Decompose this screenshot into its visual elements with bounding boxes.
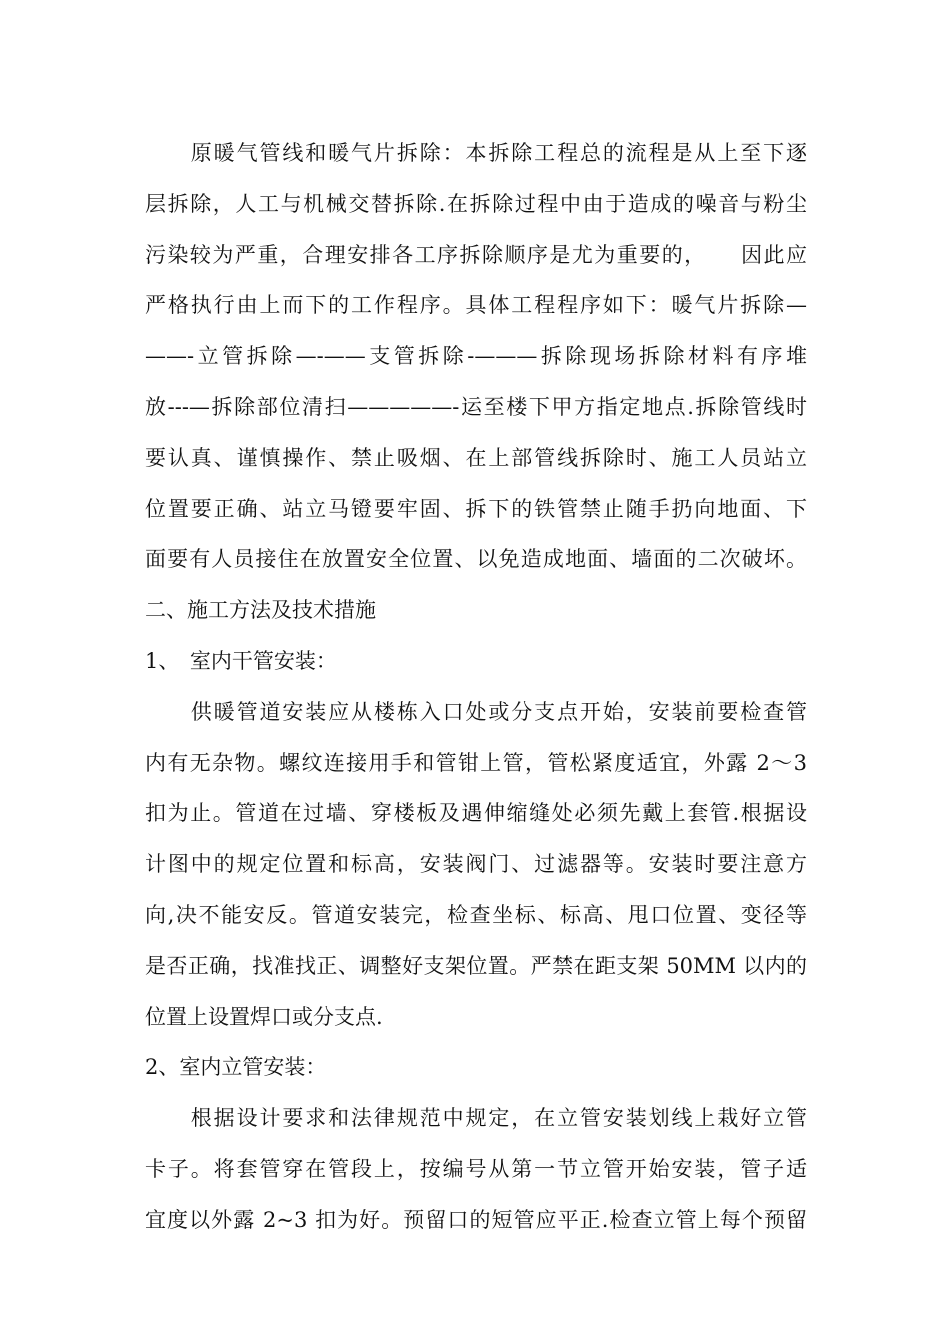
text-line: 原暖气管线和暖气片拆除：本拆除工程总的流程是从上至下逐	[145, 141, 807, 165]
text-line: 污染较为严重，合理安排各工序拆除顺序是尤为重要的， 因此应	[145, 242, 807, 267]
text-line: 放---—拆除部位清扫—————-运至楼下甲方指定地点.拆除管线时	[145, 394, 807, 419]
subsection-heading: 2、室内立管安装：	[145, 1055, 327, 1080]
text-line: 内有无杂物。螺纹连接用手和管钳上管，管松紧度适宜，外露 2～3	[145, 750, 807, 775]
document-page	[145, 128, 807, 1246]
text-line: 根据设计要求和法律规范中规定，在立管安装划线上栽好立管	[145, 1106, 807, 1131]
section-heading: 二、施工方法及技术措施	[145, 598, 376, 623]
text-line: 严格执行由上而下的工作程序。具体工程程序如下：暖气片拆除—	[145, 293, 807, 318]
text-line: 位置上设置焊口或分支点.	[145, 1004, 383, 1029]
subsection-heading: 1、 室内干管安装：	[145, 648, 337, 673]
text-line: ——-立管拆除—-——支管拆除-———拆除现场拆除材料有序堆	[145, 344, 807, 369]
text-line: 位置要正确、站立马镫要牢固、拆下的铁管禁止随手扔向地面、下	[145, 496, 807, 521]
text-line: 宜度以外露 2~3 扣为好。预留口的短管应平正.检查立管上每个预留	[145, 1207, 807, 1232]
text-line: 层拆除，人工与机械交替拆除.在拆除过程中由于造成的噪音与粉尘	[145, 191, 807, 216]
text-line: 计图中的规定位置和标高，安装阀门、过滤器等。安装时要注意方	[145, 852, 807, 877]
text-line: 卡子。将套管穿在管段上，按编号从第一节立管开始安装，管子适	[145, 1156, 807, 1181]
text-line: 向,决不能安反。管道安装完，检查坐标、标高、甩口位置、变径等	[145, 902, 807, 927]
text-line: 是否正确，找准找正、调整好支架位置。严禁在距支架 50MM 以内的	[145, 953, 807, 978]
text-line: 供暖管道安装应从楼栋入口处或分支点开始，安装前要检查管	[145, 699, 807, 724]
text-line: 面要有人员接住在放置安全位置、以免造成地面、墙面的二次破坏。	[145, 547, 807, 572]
text-line: 要认真、谨慎操作、禁止吸烟、在上部管线拆除时、施工人员站立	[145, 445, 807, 470]
text-line: 扣为止。管道在过墙、穿楼板及遇伸缩缝处必须先戴上套管.根据设	[145, 801, 807, 826]
